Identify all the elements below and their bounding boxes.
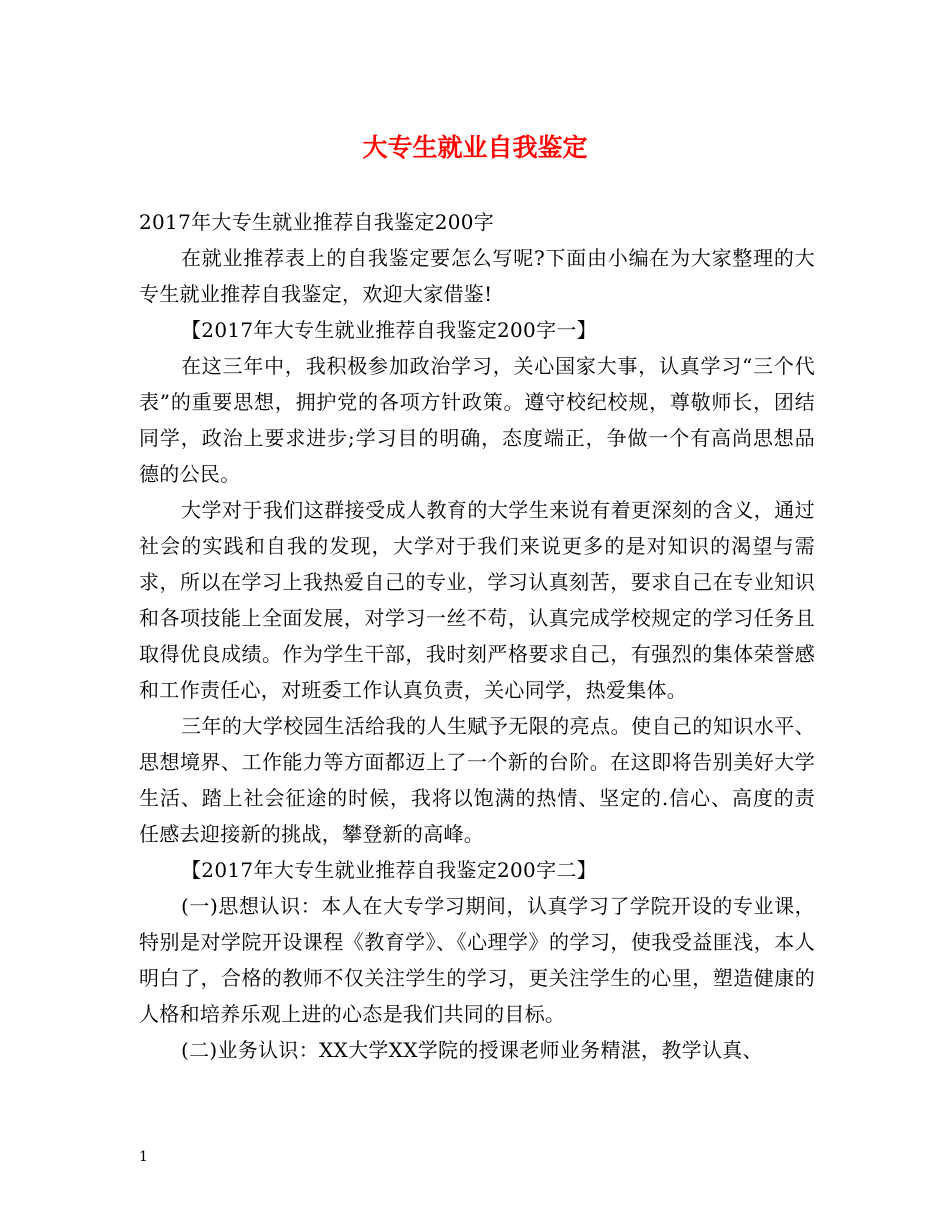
paragraph-intro: 在就业推荐表上的自我鉴定要怎么写呢?下面由小编在为大家整理的大专生就业推荐自我鉴定，欢迎大家借鉴! bbox=[139, 246, 815, 306]
document-title: 大专生就业自我鉴定 bbox=[362, 133, 588, 162]
paragraph-politics: 在这三年中，我积极参加政治学习，关心国家大事，认真学习“三个代表”的重要思想，拥护党的各项方针政策。遵守校纪校规，尊敬师长，团结同学，政治上要求进步;学习目的明确，态度端正，争做一个有高尚思想品德的公民。 bbox=[139, 354, 815, 486]
paragraph-subtitle: 2017年大专生就业推荐自我鉴定200字 bbox=[139, 210, 495, 234]
paragraph-campus-life: 三年的大学校园生活给我的人生赋予无限的亮点。使自己的知识水平、思想境界、工作能力等方面都迈上了一个新的台阶。在这即将告别美好大学生活、踏上社会征途的时候，我将以饱满的热情、坚定的.信心、高度的责任感去迎接新的挑战，攀登新的高峰。 bbox=[139, 714, 815, 846]
paragraph-thought: (一)思想认识：本人在大专学习期间，认真学习了学院开设的专业课，特别是对学院开设课程《教育学》、《心理学》的学习，使我受益匪浅，本人明白了，合格的教师不仅关注学生的学习，更关注学生的心里，塑造健康的人格和培养乐观上进的心态是我们共同的目标。 bbox=[139, 894, 815, 1026]
document-body bbox=[139, 204, 815, 1068]
paragraph-business: (二)业务认识：XX大学XX学院的授课老师业务精湛，教学认真、 bbox=[181, 1038, 763, 1062]
section-heading-two: 【2017年大专生就业推荐自我鉴定200字二】 bbox=[181, 858, 597, 882]
page-number: 1 bbox=[139, 1149, 148, 1165]
paragraph-study: 大学对于我们这群接受成人教育的大学生来说有着更深刻的含义，通过社会的实践和自我的发现，大学对于我们来说更多的是对知识的渴望与需求，所以在学习上我热爱自己的专业，学习认真刻苦，要求自己在专业知识和各项技能上全面发展，对学习一丝不苟，认真完成学校规定的学习任务且取得优良成绩。作为学生干部，我时刻严格要求自己，有强烈的集体荣誉感和工作责任心，对班委工作认真负责，关心同学，热爱集体。 bbox=[139, 498, 815, 702]
section-heading-one: 【2017年大专生就业推荐自我鉴定200字一】 bbox=[181, 318, 597, 342]
